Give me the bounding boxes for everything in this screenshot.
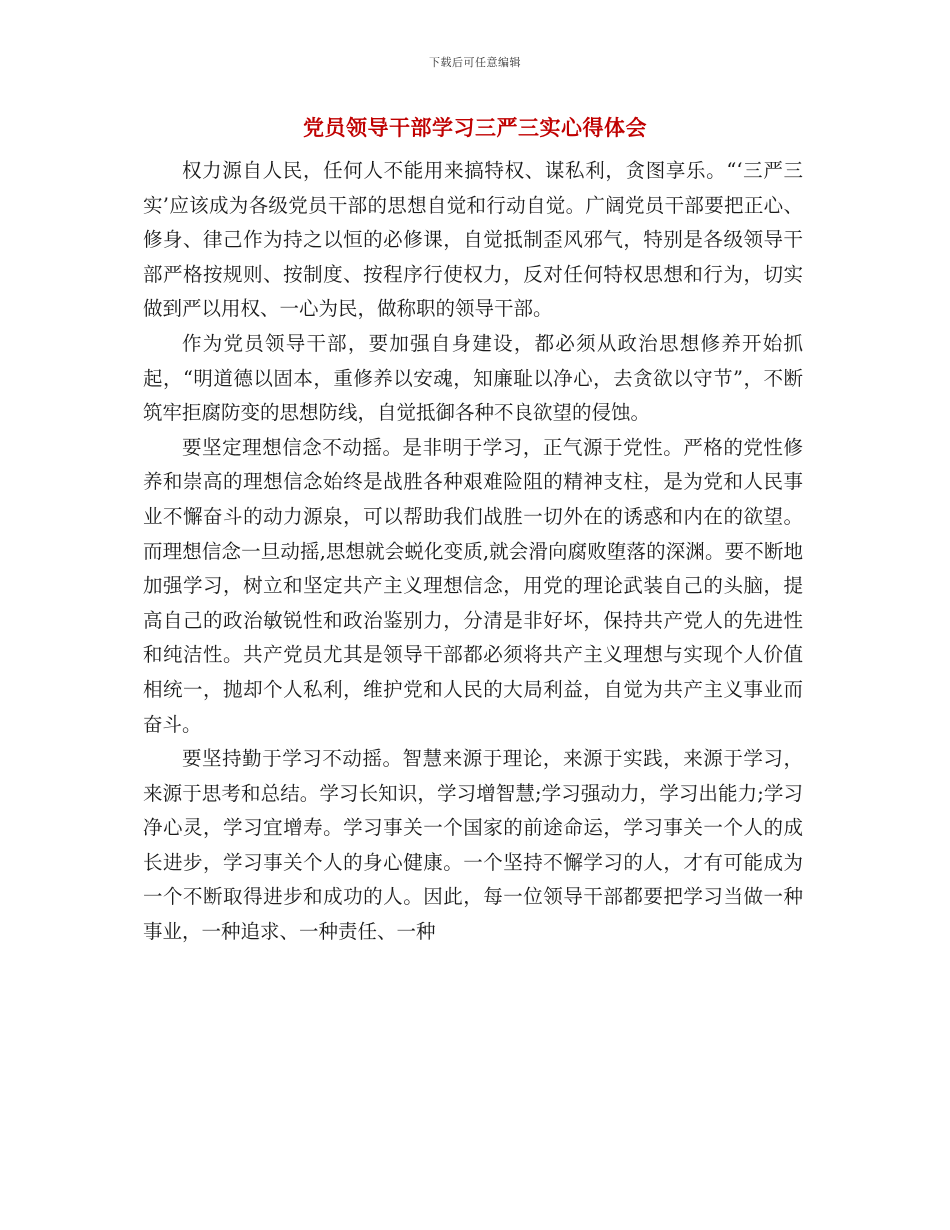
- document-title: 党员领导干部学习三严三实心得体会: [303, 116, 647, 140]
- header-note: 下载后可任意编辑: [429, 56, 521, 69]
- paragraph-4: 要坚持勤于学习不动摇。智慧来源于理论，来源于实践，来源于学习，来源于思考和总结。学习长知识，学习增智慧;学习强动力，学习出能力;学习净心灵，学习宜增寿。学习事关一个国家的前途命运，学习事关一个人的成长进步，学习事关个人的身心健康。一个坚持不懈学习的人，才有可能成为一个不断取得进步和成功的人。因此，每一位领导干部都要把学习当做一种事业，一种追求、一种责任、一种: [143, 747, 803, 944]
- paragraph-1: 权力源自人民，任何人不能用来搞特权、谋私利，贪图享乐。“‘三严三实’应该成为各级党员干部的思想自觉和行动自觉。广阔党员干部要把正心、修身、律己作为持之以恒的必修课，自觉抵制歪风邪气，特别是各级领导干部严格按规则、按制度、按程序行使权力，反对任何特权思想和行为，切实做到严以用权、一心为民，做称职的领导干部。: [143, 159, 803, 321]
- document-body: [143, 154, 803, 950]
- paragraph-3: 要坚定理想信念不动摇。是非明于学习，正气源于党性。严格的党性修养和崇高的理想信念始终是战胜各种艰难险阻的精神支柱，是为党和人民事业不懈奋斗的动力源泉，可以帮助我们战胜一切外在的诱惑和内在的欲望。而理想信念一旦动摇,思想就会蜕化变质,就会滑向腐败堕落的深渊。要不断地加强学习，树立和坚定共产主义理想信念，用党的理论武装自己的头脑，提高自己的政治敏锐性和政治鉴别力，分清是非好坏，保持共产党人的先进性和纯洁性。共产党员尤其是领导干部都必须将共产主义理想与实现个人价值相统一，抛却个人私利，维护党和人民的大局利益，自觉为共产主义事业而奋斗。: [143, 435, 803, 736]
- paragraph-2: 作为党员领导干部，要加强自身建设，都必须从政治思想修养开始抓起，“明道德以固本，重修养以安魂，知廉耻以净心，去贪欲以守节”，不断筑牢拒腐防变的思想防线，自觉抵御各种不良欲望的侵蚀。: [143, 331, 803, 425]
